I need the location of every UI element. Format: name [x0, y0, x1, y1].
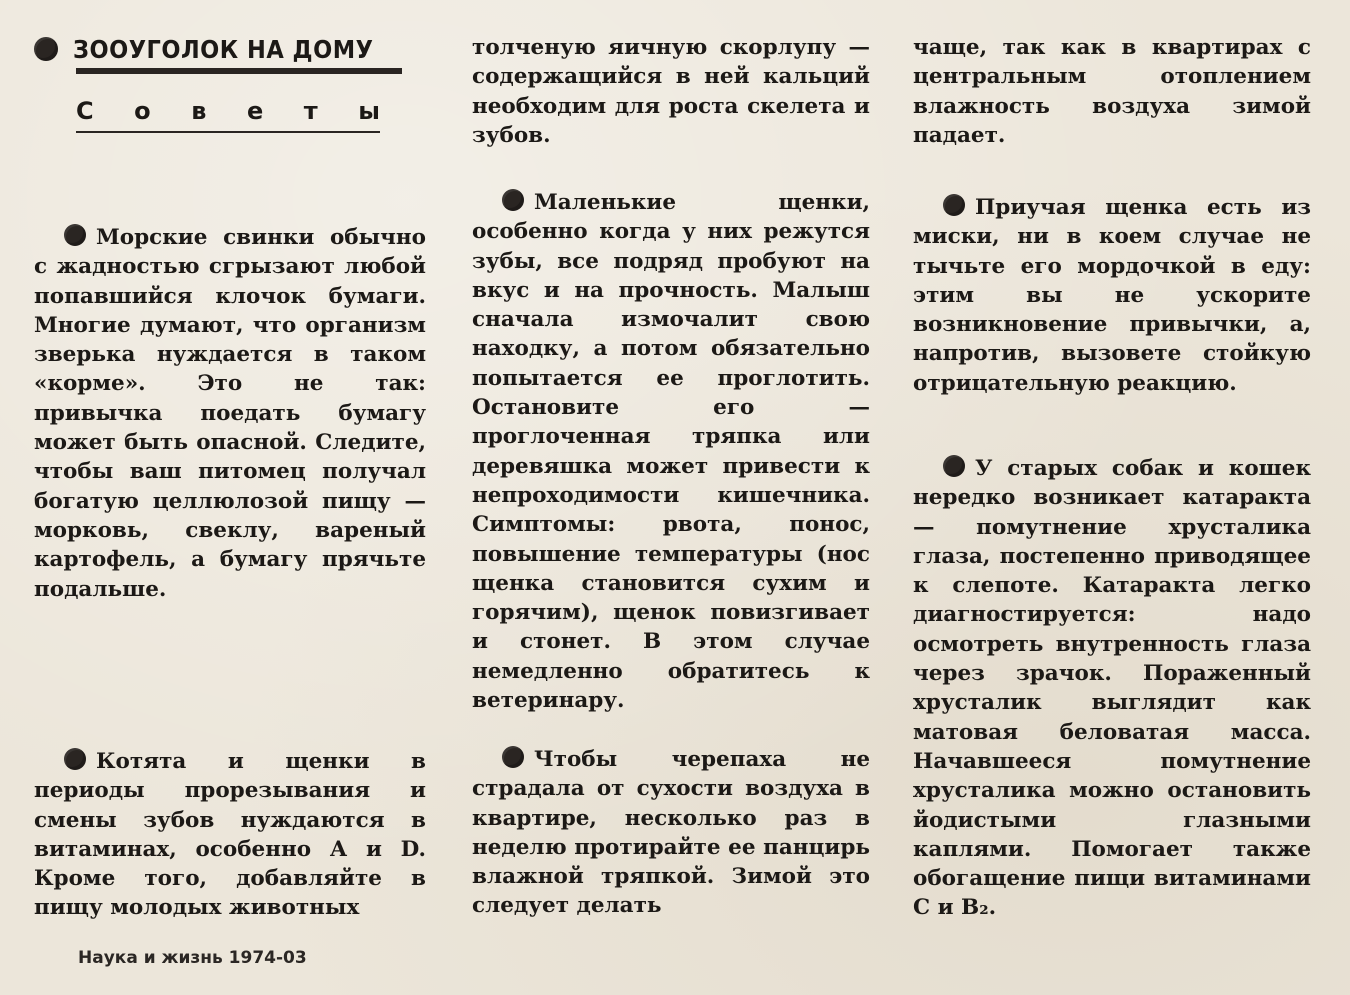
section-heading [34, 30, 404, 133]
subtitle-letter: ы [358, 97, 380, 125]
paragraph [34, 223, 426, 604]
paragraph [913, 33, 1311, 150]
paragraph-text: Приучая щенка есть из миски, ни в коем случае не тычьте его мордочкой в еду: этим вы не ускорите возникновение привычки, а, напротив, вызовете стойкую отрицательную реакцию. [913, 195, 1311, 396]
source-caption: Наука и жизнь 1974-03 [78, 948, 307, 968]
bullet-icon [502, 746, 524, 768]
paragraph [472, 33, 870, 150]
subtitle-underline [76, 131, 380, 133]
paragraph-text: У старых собак и кошек нередко возникает катаракта — помутнение хрусталика глаза, постепенно приводящее к слепоте. Катаракта легко диагностируется: надо осмотреть внутренность глаза через зрачок. Пораженный хрусталик выглядит как матовая беловатая масса. Начавшееся помутнение хрусталика можно остановить йодистыми глазными каплями. Помогает также обогащение пищи витаминами С и В₂. [913, 456, 1311, 921]
subtitle-letter: в [191, 97, 207, 125]
bullet-icon [943, 194, 965, 216]
bullet-icon [943, 455, 965, 477]
paragraph-text: Котята и щенки в периоды прорезывания и смены зубов нуждаются в витаминах, особенно А и D. Кроме того, добавляйте в пищу молодых животных [34, 749, 426, 921]
bullet-icon [64, 748, 86, 770]
paragraph [472, 188, 870, 715]
paragraph [472, 745, 870, 921]
bullet-icon [64, 224, 86, 246]
title-row [34, 30, 404, 68]
bullet-icon [502, 189, 524, 211]
paragraph-text: Маленькие щенки, особенно когда у них режутся зубы, все подряд пробуют на вкус и на прочность. Малыш сначала измочалит свою находку, а потом обязательно попытается ее проглотить. Остановите его — проглоченная тряпка или деревяшка может привести к непроходимости кишечника. Симптомы: рвота, понос, повышение температуры (нос щенка становится сухим и горячим), щенок повизгивает и стонет. В этом случае немедленно обратитесь к ветеринару. [472, 190, 870, 714]
paragraph-text: Морские свинки обычно с жадностью сгрызают любой попавшийся клочок бумаги. Многие думают, что организм зверька нуждается в таком «корме». Это не так: привычка поедать бумагу может быть опасной. Следите, чтобы ваш питомец получал богатую целлюлозой пищу — морковь, свеклу, вареный картофель, а бумагу прячьте подальше. [34, 225, 426, 602]
section-title: ЗООУГОЛОК НА ДОМУ [73, 34, 374, 64]
subtitle-letter: С [76, 97, 94, 125]
paragraph-text: чаще, так как в квартирах с центральным отоплением влажность воздуха зимой падает. [913, 35, 1311, 148]
subtitle-letter: о [134, 97, 151, 125]
section-subtitle [76, 94, 380, 128]
subtitle-letter: е [246, 97, 264, 125]
subtitle-letter: т [303, 97, 318, 125]
paragraph-text: толченую яичную скорлупу — содержащийся в ней кальций необходим для роста скелета и зубов. [472, 35, 870, 148]
bullet-icon [34, 37, 58, 61]
paragraph [34, 747, 426, 923]
paragraph [913, 193, 1311, 398]
paragraph-text: Чтобы черепаха не страдала от сухости воздуха в квартире, несколько раз в неделю протирайте ее панцирь влажной тряпкой. Зимой это следует делать [472, 747, 870, 919]
paragraph [913, 454, 1311, 923]
title-underline [76, 68, 402, 74]
